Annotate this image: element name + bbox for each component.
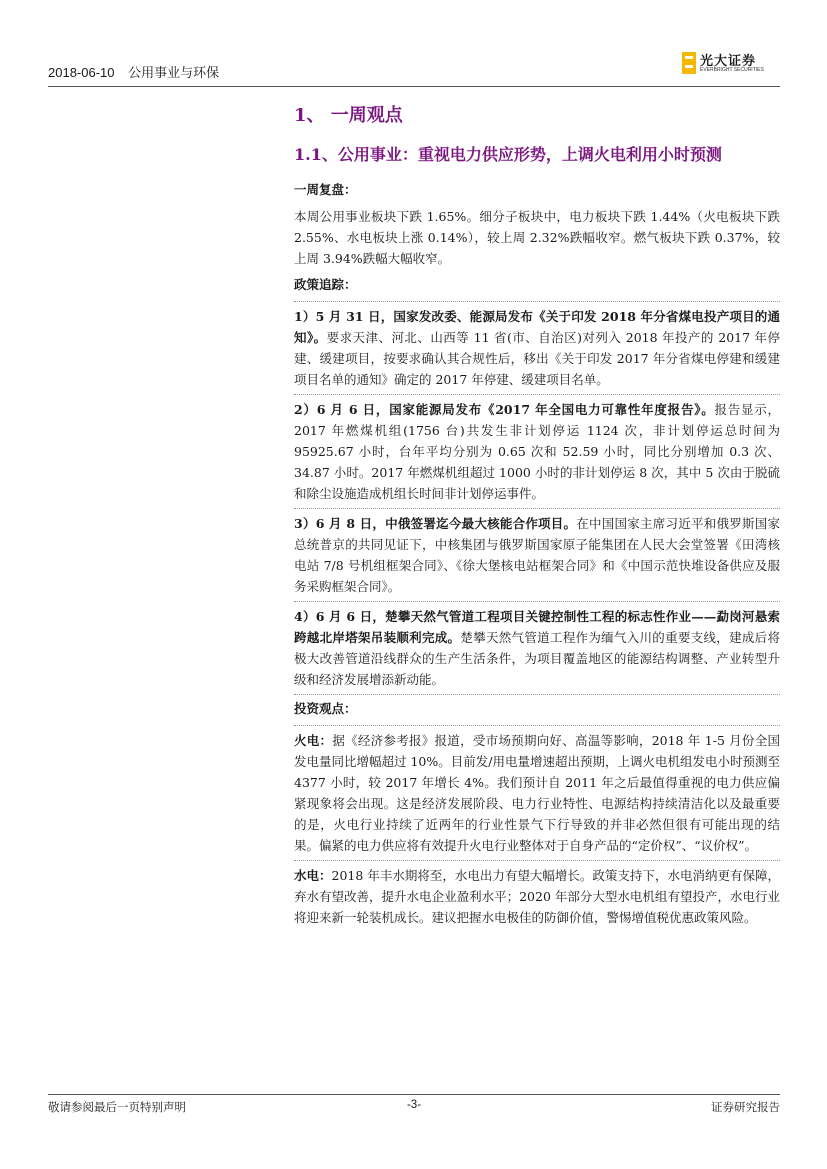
- investment-title: 投资观点：: [294, 694, 780, 719]
- policy-item-body: 楚攀天然气管道工程作为缅气入川的重要支线，建成后将极大改善管道沿线群众的生产生活条件，为项目覆盖地区的能源结构调整、产业转型升级和经济发展增添新动能。: [294, 630, 780, 687]
- policy-item: [294, 301, 780, 390]
- policy-item-body: 在中国国家主席习近平和俄罗斯国家总统普京的共同见证下，中核集团与俄罗斯国家原子能集团在人民大会堂签署《田湾核电站 7/8 号机组框架合同》、《徐大堡核电站框架合同》和《中国示范快堆设备供应及服务采购框架合同》。: [294, 516, 780, 594]
- investment-item-body: 据《经济参考报》报道，受市场预期向好、高温等影响，2018 年 1-5 月份全国发电量同比增幅超过 10%。目前发/用电量增速超出预期，上调火电机组发电小时预测至 4377 小时，较 2017 年增长 4%。我们预计自 2011 年之后最值得重视的电力供应偏紧现象将会出现。这是经济发展阶段、电力行业特性、电源结构持续清洁化以及最重要的是，火电行业持续了近两年的行业性景气下行导致的并非必然但很有可能出现的结果。偏紧的电力供应将有效提升火电行业整体对于自身产品的“定价权”、“议价权”。: [294, 733, 780, 853]
- page-footer: [48, 1099, 780, 1115]
- weekly-review-text: 本周公用事业板块下跌 1.65%。细分子板块中，电力板块下跌 1.44%（火电板块下跌 2.55%、水电板块上涨 0.14%），较上周 2.32%跌幅收窄。燃气板块下跌 0.37%，较上周 3.94%跌幅大幅收窄。: [294, 209, 780, 266]
- footer-report-type: 证券研究报告: [711, 1102, 780, 1114]
- policy-item: [294, 601, 780, 690]
- header-divider: [48, 86, 780, 87]
- investment-item-lead: 火电：: [294, 733, 333, 748]
- footer-disclaimer: 敬请参阅最后一页特别声明: [48, 1102, 186, 1114]
- investment-item: [294, 860, 780, 928]
- logo-name-en: EVERBRIGHT SECURITIES: [700, 67, 764, 73]
- logo-mark-icon: [682, 52, 696, 74]
- policy-item-lead: 1）5 月 31 日，国家发改委、能源局发布《关于印发 2018 年分省煤电投产项目的通知》。: [294, 309, 780, 345]
- header-text: [48, 62, 229, 81]
- subsection-title: 1.1、公用事业：重视电力供应形势，上调火电利用小时预测: [294, 145, 722, 164]
- policy-item-body: 要求天津、河北、山西等 11 省(市、自治区)对列入 2018 年投产的 2017 年停建、缓建项目，按要求确认其合规性后，移出《关于印发 2017 年分省煤电停建和缓建项目名单的通知》确定的 2017 年停建、缓建项目名单。: [294, 330, 780, 387]
- report-sector: 公用事业与环保: [128, 65, 220, 80]
- page-header: [48, 54, 780, 84]
- policy-item: [294, 394, 780, 504]
- section-title: 1、 一周观点: [294, 105, 403, 126]
- investment-item-lead: 水电：: [294, 868, 332, 883]
- investment-item-body: 2018 年丰水期将至，水电出力有望大幅增长。政策支持下，水电消纳更有保障，弃水有望改善，提升水电企业盈利水平；2020 年部分大型水电机组有望投产，水电行业将迎来新一轮装机成长。建议把握水电极佳的防御价值，警惕增值税优惠政策风险。: [294, 868, 780, 925]
- policy-item-lead: 3）6 月 8 日，中俄签署迄今最大核能合作项目。: [294, 516, 577, 531]
- logo-name-cn: 光大证券: [700, 54, 757, 69]
- policy-item: [294, 508, 780, 597]
- weekly-review-title: 一周复盘：: [294, 182, 357, 197]
- footer-divider: [48, 1094, 780, 1095]
- main-content: [294, 104, 780, 932]
- policy-title: 政策追踪：: [294, 277, 357, 292]
- policy-item-body: 报告显示，2017 年燃煤机组(1756 台)共发生非计划停运 1124 次，非计划停运总时间为 95925.67 小时，台年平均分别为 0.65 次和 52.59 小时，同比分别增加 0.3 次、34.87 小时。2017 年燃煤机组超过 1000 小时的非计划停运 8 次，其中 5 次由于脱硫和除尘设施造成机组长时间非计划停运事件。: [294, 402, 780, 501]
- policy-item-lead: 2）6 月 6 日，国家能源局发布《2017 年全国电力可靠性年度报告》。: [294, 402, 715, 417]
- report-date: 2018-06-10: [48, 65, 115, 80]
- policy-item-lead: 4）6 月 6 日，楚攀天然气管道工程项目关键控制性工程的标志性作业——勐岗河悬索跨越北岸塔架吊装顺利完成。: [294, 609, 780, 645]
- page-number: -3-: [406, 1099, 422, 1111]
- investment-item: [294, 725, 780, 856]
- company-logo: [670, 50, 780, 80]
